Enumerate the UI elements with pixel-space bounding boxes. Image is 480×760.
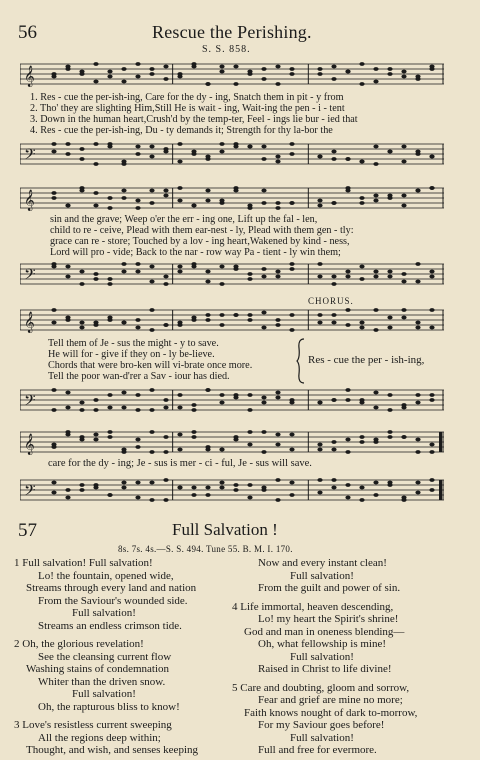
refrain-text: Res - cue the per - ish-ing, — [308, 354, 425, 366]
brace-icon — [296, 338, 306, 384]
verse-line: Streams through every land and nation — [26, 582, 197, 594]
hymn-title: Rescue the Perishing. — [152, 22, 312, 42]
staff-bass-3 — [20, 386, 444, 416]
lyric-line: Lord will pro - vide; Back to the nar - row way Pa - tient - ly win them; — [50, 247, 341, 258]
lyric-line: Tell the poor wan-d'rer a Sav - iour has died. — [48, 371, 230, 382]
hymn-number: 57 — [18, 520, 37, 541]
svg-text:𝄞: 𝄞 — [24, 66, 35, 87]
page-number: 56 — [18, 22, 37, 43]
verse-line: Whiter than the driven snow. — [38, 675, 166, 688]
svg-text:𝄢: 𝄢 — [24, 482, 36, 503]
lyric-line: 1. Res - cue the per-ish-ing, Care for the dy - ing, Snatch them in pit - y from — [30, 92, 344, 103]
verse-line: Lo! the fountain, opened wide, — [38, 569, 174, 582]
chorus-label: CHORUS. — [308, 296, 354, 306]
lyric-line: grace can re - store; Touched by a lov - ing heart,Wakened by kind - ness, — [50, 236, 350, 247]
verses-left-column — [14, 557, 246, 757]
lyric-line: 3. Down in the human heart,Crush'd by the temp-ter, Feel - ings lie bur - ied that — [30, 114, 358, 125]
lyrics-system-3 — [48, 338, 252, 382]
staff-treble-4 — [20, 428, 444, 458]
hymn-meta: 8s. 7s. 4s.—S. S. 494. Tune 55. B. M. I. 170. — [118, 544, 293, 554]
verse-line: Full and free for evermore. — [258, 744, 377, 756]
lyric-line: Tell them of Je - sus the might - y to save. — [48, 338, 219, 349]
svg-text:𝄞: 𝄞 — [24, 190, 35, 211]
staff-bass-1 — [20, 140, 444, 170]
verse-line: Full salvation! — [72, 688, 136, 700]
verse-line: Oh, the rapturous bliss to know! — [38, 700, 180, 713]
svg-text:𝄞: 𝄞 — [24, 312, 35, 333]
verse-line: Full salvation! — [290, 731, 354, 744]
verse-line: Streams an endless crimson tide. — [38, 619, 182, 632]
verse-line: Oh, what fellowship is mine! — [258, 638, 387, 650]
lyric-line: Chords that were bro-ken will vi-brate once more. — [48, 360, 253, 371]
verse-line: Lo! my heart the Spirit's shrine! — [258, 613, 399, 625]
verse-line: Washing stains of condemnation — [26, 663, 170, 675]
verse-line: Faith knows nought of dark to-morrow, — [244, 706, 418, 719]
staff-bass-2 — [20, 260, 444, 290]
verse-line: Full salvation! — [290, 569, 354, 582]
lyrics-system-2 — [50, 214, 354, 258]
verse-line: 5 Care and doubting, gloom and sorrow, — [232, 681, 410, 694]
svg-text:𝄢: 𝄢 — [24, 146, 36, 167]
verse-line: 2 Oh, the glorious revelation! — [14, 638, 144, 650]
verse-line: Full salvation! — [290, 650, 354, 663]
verse-line: 4 Life immortal, heaven descending, — [232, 600, 394, 613]
lyric-line: child to re - ceive, Plead with them ear-nest - ly, Plead with them gen - tly: — [50, 225, 354, 236]
verse-line: Raised in Christ to life divine! — [258, 663, 392, 675]
lyrics-system-4: care for the dy - ing; Je - sus is mer - ci - ful, Je - sus will save. — [48, 458, 312, 469]
svg-text:𝄢: 𝄢 — [24, 392, 36, 413]
hymn-reference: S. S. 858. — [202, 44, 251, 55]
lyric-line: sin and the grave; Weep o'er the err - ing one, Lift up the fal - len, — [50, 214, 318, 225]
staff-treble-1 — [20, 60, 444, 90]
staff-bass-4 — [20, 476, 444, 506]
verses-right-column — [232, 557, 472, 757]
verse-line: 3 Love's resistless current sweeping — [14, 719, 172, 731]
lyric-line: 2. Tho' they are slighting Him,Still He is wait - ing, Wait-ing the pen - i - tent — [30, 103, 345, 114]
verse-line: From the Saviour's wounded side. — [38, 594, 188, 607]
verse-line: Full salvation! — [72, 607, 136, 619]
lyric-line: 4. Res - cue the per-ish-ing, Du - ty demands it; Strength for thy la-bor the — [30, 125, 333, 136]
verse-line: Now and every instant clean! — [258, 557, 387, 569]
verse-line: Thought, and wish, and senses keeping — [26, 744, 198, 756]
verse-line: All the regions deep within; — [38, 731, 161, 744]
staff-treble-3 — [20, 306, 444, 336]
verse-line: God and man in oneness blending— — [244, 625, 405, 638]
staff-treble-2 — [20, 184, 444, 214]
svg-text:𝄞: 𝄞 — [24, 434, 35, 455]
lyric-line: He will for - give if they on - ly be-lieve. — [48, 349, 215, 360]
verse-line: From the guilt and power of sin. — [258, 582, 401, 594]
verse-line: Fear and grief are mine no more; — [258, 694, 403, 706]
verse-line: For my Saviour goes before! — [258, 719, 385, 731]
verse-line: 1 Full salvation! Full salvation! — [14, 557, 153, 569]
lyrics-system-1 — [30, 92, 358, 136]
verse-line: See the cleansing current flow — [38, 650, 172, 663]
hymn-title: Full Salvation ! — [172, 520, 278, 539]
svg-text:𝄢: 𝄢 — [24, 266, 36, 287]
